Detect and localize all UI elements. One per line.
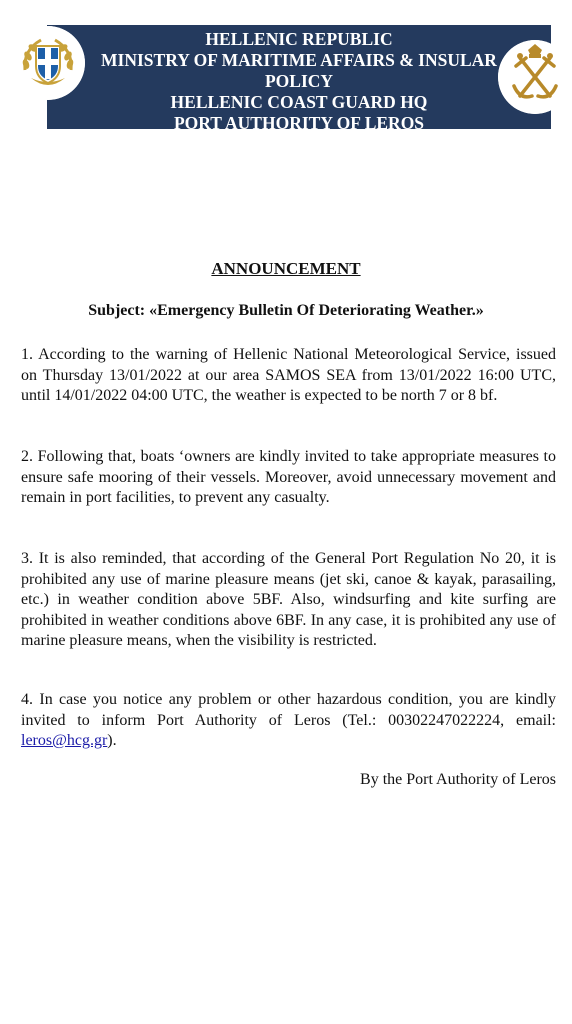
paragraph-2: 2. Following that, boats ‘owners are kindly invited to take appropriate measures to ensure safe mooring of their vessels. Moreover, avoid unnecessary movement and remain in port facilities, to prevent any casualty. [21,448,556,506]
paragraph-4-end: ). [107,732,117,749]
paragraph-1: 1. According to the warning of Hellenic National Meteorological Service, issued on Thursday 13/01/2022 at our area SAMOS SEA from 13/01/2022 16:00 UTC, until 14/01/2022 04:00 UTC, the weather is expected to be north 7 or 8 bf. [21,346,556,404]
header-line-4: HELLENIC COAST GUARD HQ [170,92,428,112]
coast-guard-anchor-emblem-icon [498,40,572,114]
header-line-3: POLICY [264,71,334,91]
paragraph-4 [21,690,556,752]
header-line-2: MINISTRY OF MARITIME AFFAIRS & INSULAR [101,50,497,70]
header-line-5: PORT AUTHORITY OF LEROS [173,113,425,129]
header-banner [47,25,551,129]
greek-coat-of-arms-icon [11,26,85,100]
email-link[interactable]: leros@hcg.gr [21,732,108,749]
paragraph-4-text: 4. In case you notice any problem or other hazardous condition, you are kindly invited to inform Port Authority of Leros (Tel.: 00302247022224, email: [21,691,556,729]
signoff: By the Port Authority of Leros [360,771,556,788]
announcement-subject: Subject: «Emergency Bulletin Of Deteriorating Weather.» [88,302,484,319]
paragraph-3: 3. It is also reminded, that according of the General Port Regulation No 20, it is prohibited any use of marine pleasure means (jet ski, canoe & kayak, parasailing, etc.) in weather condition above 5BF. Also, windsurfing and kite surfing are prohibited in weather conditions above 6BF. In any case, it is prohibited any use of marine pleasure means, when the visibility is restricted. [21,550,556,649]
announcement-title: ANNOUNCEMENT [211,259,361,278]
header-text [47,29,551,129]
header-line-1: HELLENIC REPUBLIC [205,29,393,49]
